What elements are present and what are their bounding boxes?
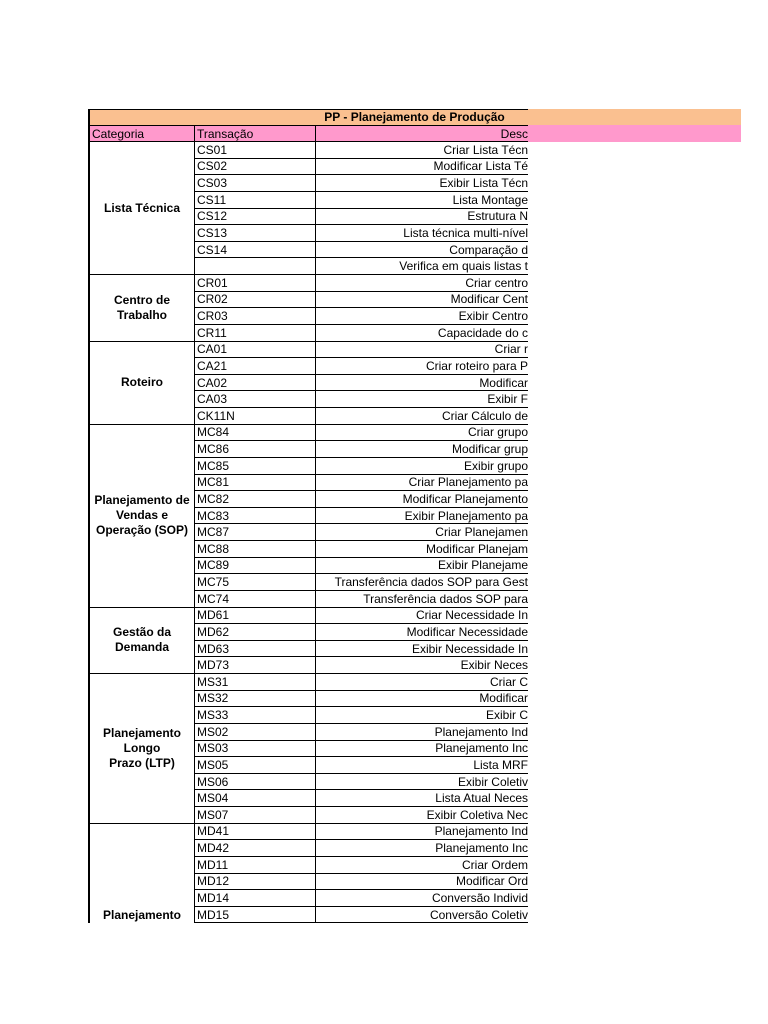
transaction-code-cell: CS13 [195, 225, 316, 242]
description-cell: Criar grupo [316, 425, 528, 442]
sheet-title: PP - Planejamento de Produção [324, 110, 505, 124]
description-cell: Exibir Planejamento pa [316, 508, 528, 525]
category-label-line: Lista Técnica [103, 200, 181, 215]
transaction-code-cell: MD12 [195, 874, 316, 891]
description-cell: Lista Atual Neces [316, 790, 528, 807]
transaction-code-cell: MS02 [195, 724, 316, 741]
transaction-code-cell: CA03 [195, 391, 316, 408]
transaction-code-cell: MC83 [195, 508, 316, 525]
category-cell [90, 608, 195, 675]
description-cell: Conversão Individ [316, 890, 528, 907]
description-cell: Criar roteiro para P [316, 358, 528, 375]
description-cell: Criar C [316, 674, 528, 691]
transaction-code-cell: MC81 [195, 475, 316, 492]
description-cell: Lista técnica multi-nível [316, 225, 528, 242]
description-cell: Comparação d [316, 242, 528, 259]
description-cell: Planejamento Ind [316, 724, 528, 741]
description-cell: Modificar Necessidade [316, 624, 528, 641]
column-header-category: Categoria [90, 126, 195, 141]
transaction-code-cell: MD41 [195, 824, 316, 841]
transaction-code-cell: MD63 [195, 641, 316, 658]
description-cell: Transferência dados SOP para Gest [316, 574, 528, 591]
description-cell: Planejamento Ind [316, 824, 528, 841]
description-cell: Criar Lista Técn [316, 142, 528, 159]
transaction-code-cell: MD42 [195, 840, 316, 857]
transaction-code-cell: MS32 [195, 691, 316, 708]
transaction-code-cell: MC89 [195, 558, 316, 575]
transaction-code-cell: CS11 [195, 192, 316, 209]
category-label-line: Vendas e [115, 508, 169, 523]
category-label-line: Longo [123, 740, 161, 755]
transaction-code-cell: CS12 [195, 209, 316, 226]
description-cell: Planejamento Inc [316, 741, 528, 758]
description-cell: Modificar Cent [316, 292, 528, 309]
category-label-line: Prazo (LTP) [109, 755, 175, 770]
category-cell [90, 425, 195, 608]
category-cell [90, 824, 195, 924]
description-cell: Transferência dados SOP para [316, 591, 528, 608]
description-cell: Criar Necessidade In [316, 608, 528, 625]
category-cell [90, 342, 195, 425]
transaction-code-cell: MD62 [195, 624, 316, 641]
description-cell: Conversão Coletiv [316, 907, 528, 924]
column-header-description: Desc [500, 126, 528, 141]
category-label-line: Planejamento [102, 908, 182, 923]
transaction-code-cell: MS31 [195, 674, 316, 691]
description-cell: Exibir Coletiv [316, 774, 528, 791]
category-cell [90, 142, 195, 275]
transaction-code-cell: MC86 [195, 441, 316, 458]
description-cell: Exibir F [316, 391, 528, 408]
transaction-code-cell: MC82 [195, 491, 316, 508]
transaction-code-cell: MC75 [195, 574, 316, 591]
column-header-row [88, 125, 528, 142]
description-cell: Estrutura N [316, 209, 528, 226]
description-cell: Exibir Planejame [316, 558, 528, 575]
description-cell: Capacidade do c [316, 325, 528, 342]
transaction-code-cell: MD15 [195, 907, 316, 924]
description-cell: Modificar Lista Té [316, 159, 528, 176]
description-cell: Exibir Coletiva Nec [316, 807, 528, 824]
transaction-code-cell: MS06 [195, 774, 316, 791]
transaction-code-cell: CK11N [195, 408, 316, 425]
transaction-code-cell: CS02 [195, 159, 316, 176]
description-cell: Criar Planejamen [316, 524, 528, 541]
description-cell: Modificar [316, 375, 528, 392]
description-cell: Exibir Centro [316, 308, 528, 325]
transaction-code-cell: MD61 [195, 608, 316, 625]
description-cell: Modificar Planejam [316, 541, 528, 558]
transaction-code-cell: CS03 [195, 175, 316, 192]
transaction-code-cell: MS07 [195, 807, 316, 824]
transaction-code-cell: CA02 [195, 375, 316, 392]
transaction-code-cell: MC74 [195, 591, 316, 608]
description-cell: Exibir Neces [316, 657, 528, 674]
description-cell: Exibir Necessidade In [316, 641, 528, 658]
category-label-line: Roteiro [121, 375, 163, 390]
category-label-line: Centro de [113, 292, 170, 307]
transaction-code-cell [195, 258, 316, 275]
transaction-code-cell: CR01 [195, 275, 316, 292]
transaction-code-cell: CS14 [195, 242, 316, 259]
transaction-code-cell: CR03 [195, 308, 316, 325]
description-cell: Modificar Ord [316, 874, 528, 891]
transaction-code-cell: CR11 [195, 325, 316, 342]
description-cell: Verifica em quais listas t [316, 258, 528, 275]
description-cell: Modificar grup [316, 441, 528, 458]
transaction-code-cell: CA21 [195, 358, 316, 375]
description-cell: Modificar [316, 691, 528, 708]
category-label-line: Demanda [114, 640, 170, 655]
transaction-code-cell: MD11 [195, 857, 316, 874]
description-cell: Planejamento Inc [316, 840, 528, 857]
transaction-code-cell: MC84 [195, 425, 316, 442]
category-label-line: Planejamento de [94, 493, 190, 508]
description-cell: Exibir grupo [316, 458, 528, 475]
transaction-code-cell: CA01 [195, 342, 316, 359]
description-cell: Modificar Planejamento [316, 491, 528, 508]
transaction-code-cell: CR02 [195, 292, 316, 309]
category-cell [90, 275, 195, 342]
category-label-line: Trabalho [116, 307, 167, 322]
transaction-code-cell: MS05 [195, 757, 316, 774]
category-label-line: Gestão da [112, 625, 172, 640]
transactions-table [88, 142, 528, 923]
transaction-code-cell: MC85 [195, 458, 316, 475]
description-cell: Exibir C [316, 707, 528, 724]
description-cell: Criar centro [316, 275, 528, 292]
category-label-line: Planejamento [102, 725, 182, 740]
column-header-transaction: Transação [195, 126, 316, 141]
description-cell: Criar Ordem [316, 857, 528, 874]
description-cell: Lista MRF [316, 757, 528, 774]
transaction-code-cell: MD14 [195, 890, 316, 907]
title-frame [88, 109, 528, 125]
transaction-code-cell: MC87 [195, 524, 316, 541]
transaction-code-cell: MS03 [195, 741, 316, 758]
transaction-code-cell: CS01 [195, 142, 316, 159]
description-cell: Criar Cálculo de [316, 408, 528, 425]
description-cell: Lista Montage [316, 192, 528, 209]
transaction-code-cell: MD73 [195, 657, 316, 674]
transaction-code-cell: MC88 [195, 541, 316, 558]
description-cell: Criar r [316, 342, 528, 359]
transaction-code-cell: MS04 [195, 790, 316, 807]
transaction-code-cell: MS33 [195, 707, 316, 724]
category-label-line: Operação (SOP) [95, 523, 189, 538]
description-cell: Criar Planejamento pa [316, 475, 528, 492]
category-cell [90, 674, 195, 824]
description-cell: Exibir Lista Técn [316, 175, 528, 192]
